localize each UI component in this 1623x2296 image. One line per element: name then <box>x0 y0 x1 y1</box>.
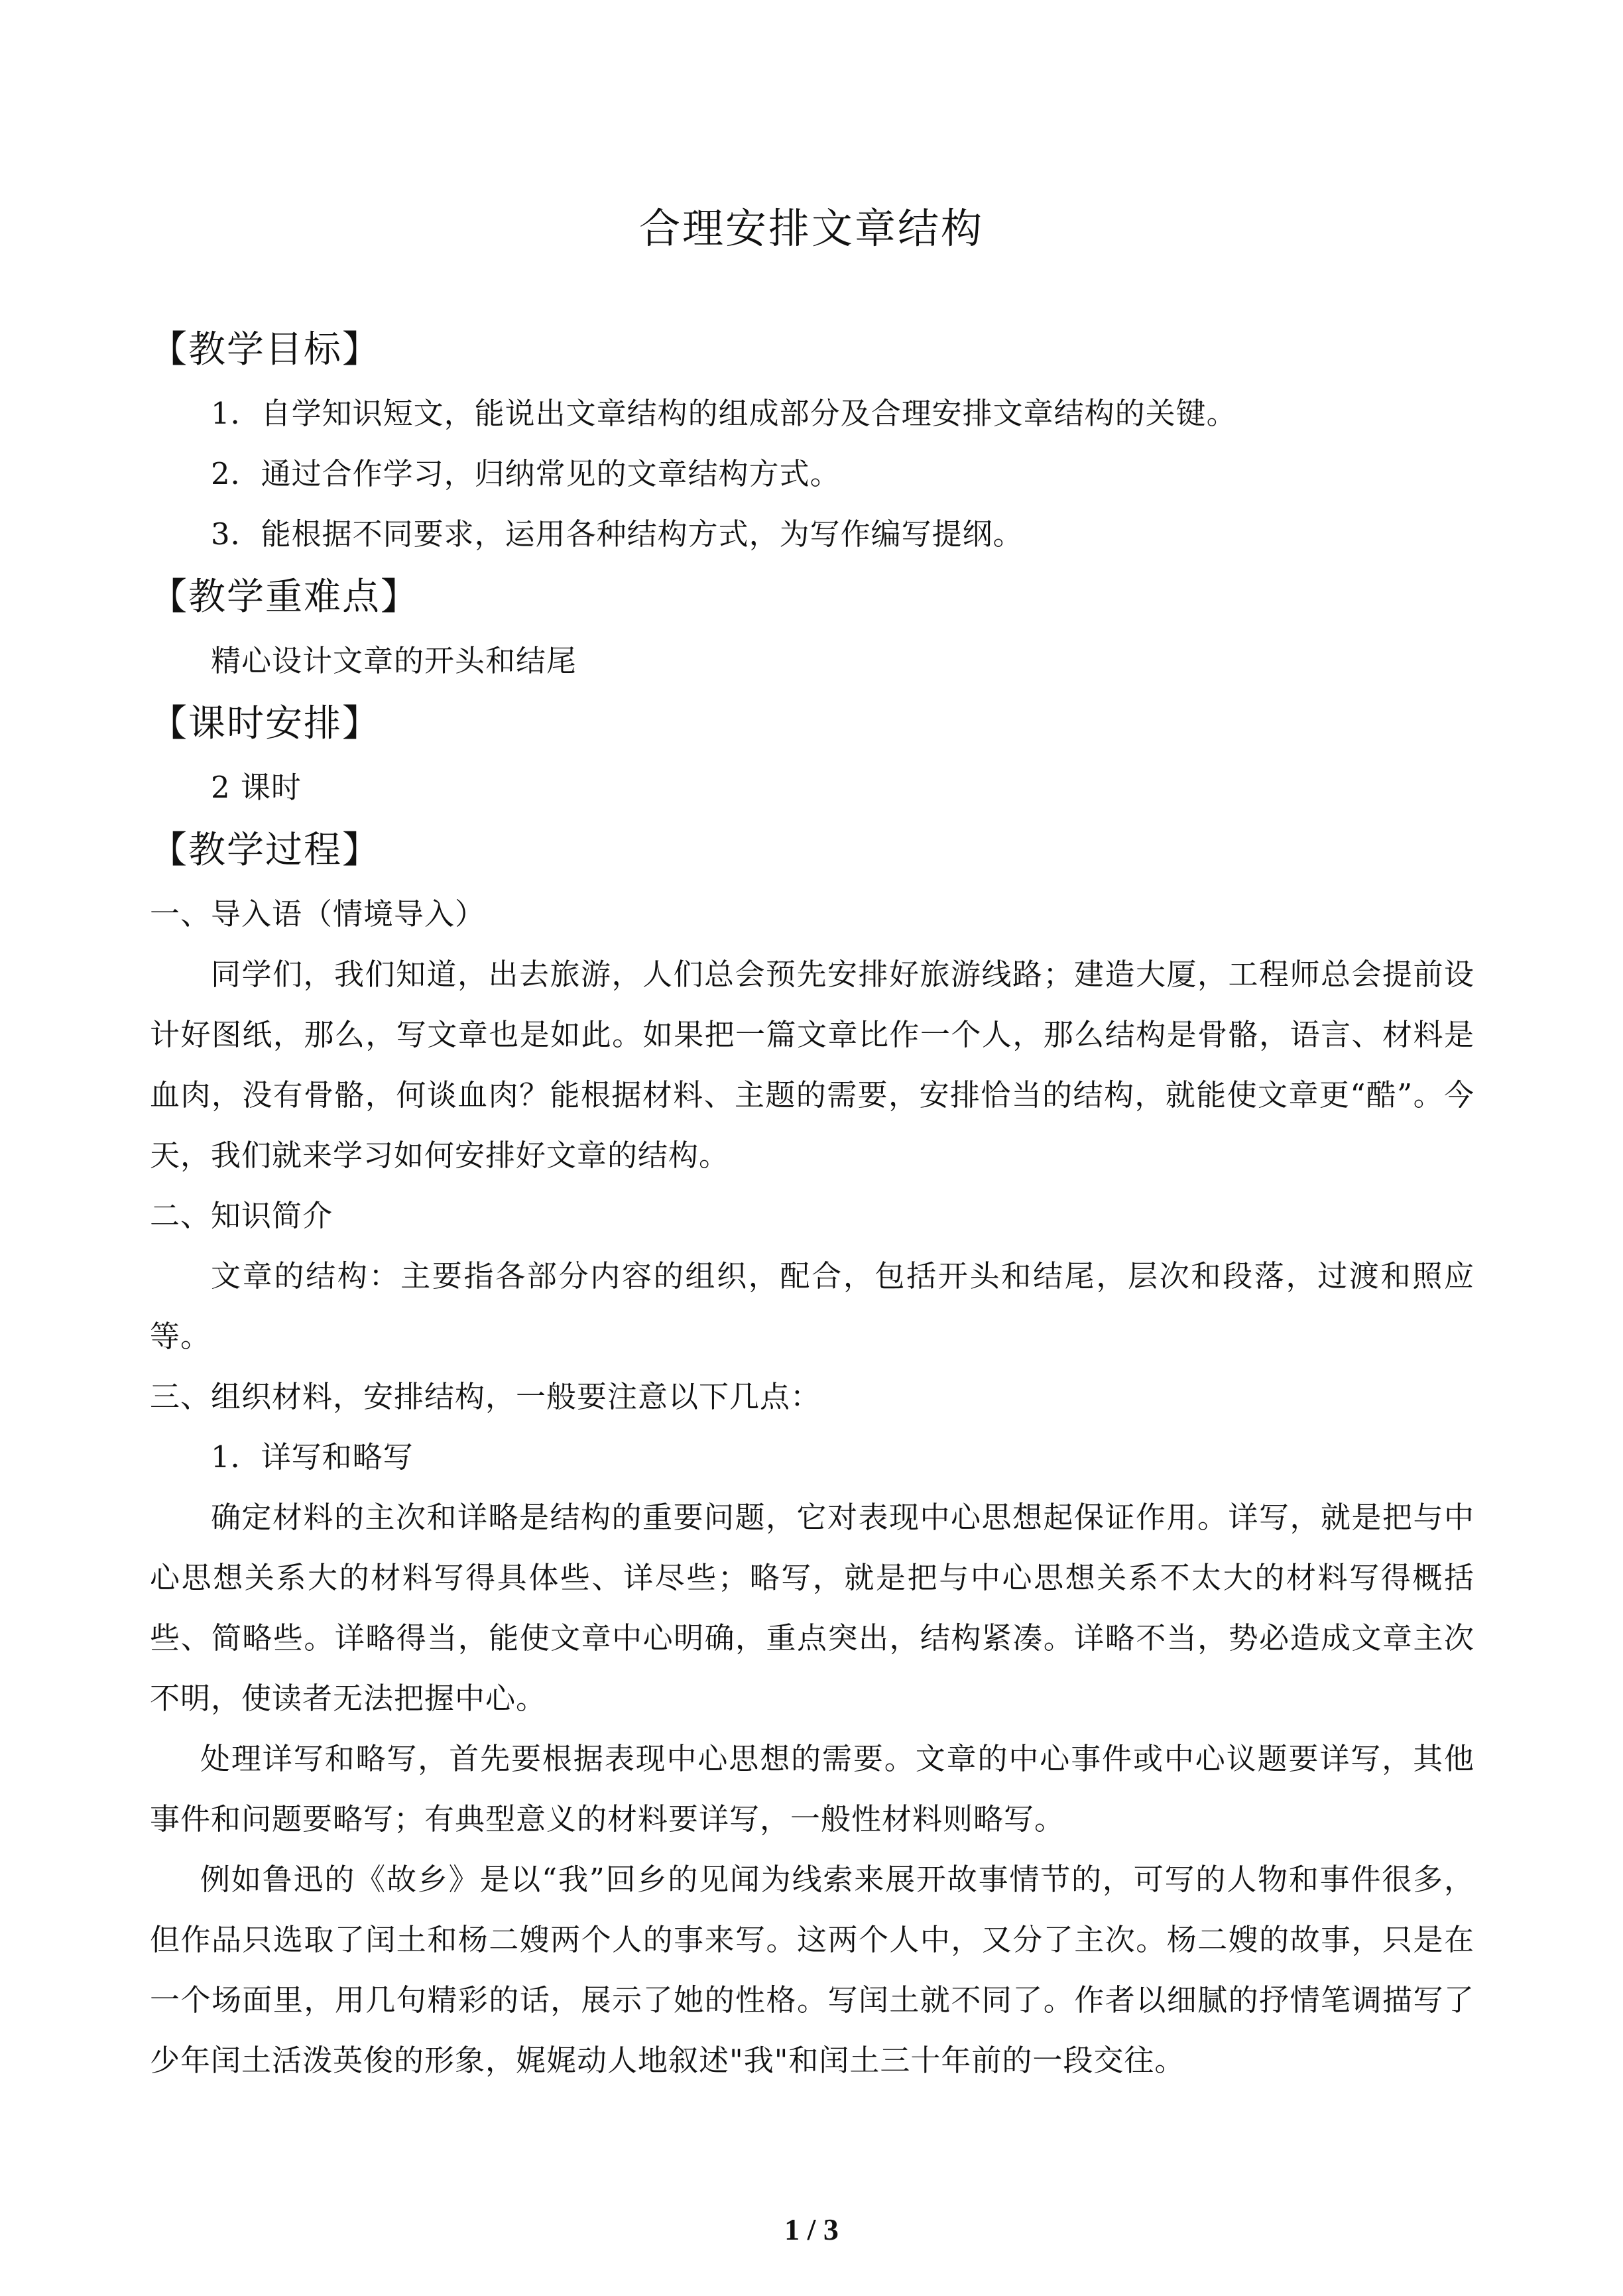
document-title: 合理安排文章结构 <box>638 204 984 253</box>
process-part3-paragraph-1: 确定材料的主次和详略是结构的重要问题，它对表现中心思想起保证作用。详写，就是把与中心思想关系大的材料写得具体些、详尽些；略写，就是把与中心思想关系不太大的材料写得概括些、简略些。详略得当，能使文章中心明确，重点突出，结构紧凑。详略不当，势必造成文章主次不明，使读者无法把握中心。 <box>150 1500 1474 1716</box>
objective-item-2: 2．通过合作学习，归纳常见的文章结构方式。 <box>211 456 841 491</box>
process-part1-heading: 一、导入语（情境导入） <box>150 896 486 932</box>
process-part1-paragraph: 同学们，我们知道，出去旅游，人们总会预先安排好旅游线路；建造大厦，工程师总会提前设计好图纸，那么，写文章也是如此。如果把一篇文章比作一个人，那么结构是骨骼，语言、材料是血肉，没有骨骼，何谈血肉？能根据材料、主题的需要，安排恰当的结构，就能使文章更“酷”。今天，我们就来学习如何安排好文章的结构。 <box>150 957 1474 1173</box>
section-heading-schedule: 【课时安排】 <box>150 702 381 745</box>
section-heading-process: 【教学过程】 <box>150 829 381 872</box>
process-part2-heading: 二、知识简介 <box>150 1198 333 1233</box>
process-part3-subheading: 1．详写和略写 <box>211 1439 414 1475</box>
process-part3-heading: 三、组织材料，安排结构，一般要注意以下几点： <box>150 1379 821 1414</box>
process-part2-paragraph: 文章的结构：主要指各部分内容的组织，配合，包括开头和结尾，层次和段落，过渡和照应等。 <box>150 1258 1474 1354</box>
objective-item-3: 3．能根据不同要求，运用各种结构方式，为写作编写提纲。 <box>211 516 1024 552</box>
page-number: 1 / 3 <box>784 2212 839 2246</box>
section-heading-objectives: 【教学目标】 <box>150 328 381 371</box>
key-points-text: 精心设计文章的开头和结尾 <box>211 643 577 678</box>
process-part3-paragraph-3: 例如鲁迅的《故乡》是以“我”回乡的见闻为线索来展开故事情节的，可写的人物和事件很多，但作品只选取了闰土和杨二嫂两个人的事来写。这两个人中，又分了主次。杨二嫂的故事，只是在一个场面里，用几句精彩的话，展示了她的性格。写闰土就不同了。作者以细腻的抒情笔调描写了少年闰土活泼英俊的形象，娓娓动人地叙述"我"和闰土三十年前的一段交往。 <box>150 1862 1474 2078</box>
objective-item-1: 1．自学知识短文，能说出文章结构的组成部分及合理安排文章结构的关键。 <box>211 396 1237 431</box>
section-heading-key-points: 【教学重难点】 <box>150 575 419 619</box>
schedule-text: 2 课时 <box>211 770 302 805</box>
document-body <box>150 317 1474 2090</box>
process-part3-paragraph-2: 处理详写和略写，首先要根据表现中心思想的需要。文章的中心事件或中心议题要详写，其他事件和问题要略写；有典型意义的材料要详写，一般性材料则略写。 <box>150 1741 1474 1837</box>
